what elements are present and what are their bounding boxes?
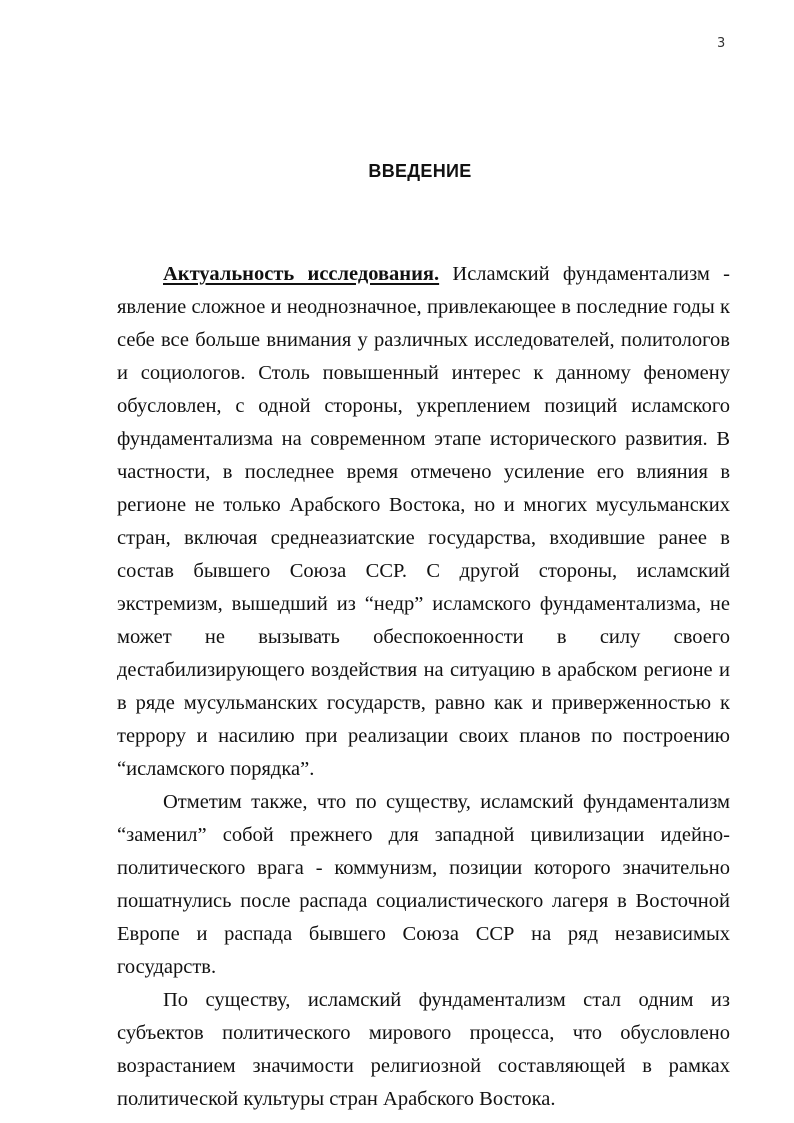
paragraph-ideological-enemy: Отметим также, что по существу, исламский фундаментализм “заменил” собой прежнего для западной цивилизации идейно-политического врага - коммунизм, позиции которого значительно пошатнулись после распада социалистического лагеря в Восточной Европе и распада бывшего Союза ССР на ряд независимых государств. xyxy=(117,791,730,978)
paragraph-political-subject: По существу, исламский фундаментализм стал одним из субъектов политического мирового процесса, что обусловлено возрастанием значимости религиозной составляющей в рамках политической культуры стран Арабского Востока. xyxy=(117,989,730,1110)
paragraph-text: Исламский фундаментализм - явление сложное и неоднозначное, привлекающее в последние годы к себе все больше внимания у различных исследователей, политологов и социологов. Столь повышенный интерес к данному феномену обусловлен, с одной стороны, укреплением позиций исламского фундаментализма на современном этапе исторического развития. В частности, в последнее время отмечено усиление его влияния в регионе не только Арабского Востока, но и многих мусульманских стран, включая среднеазиатские государства, входившие ранее в состав бывшего Союза ССР. С другой стороны, исламский экстремизм, вышедший из “недр” исламского фундаментализма, не может не вызывать обеспокоенности в силу своего дестабилизирующего воздействия на ситуацию в арабском регионе и в ряде мусульманских государств, равно как и приверженностью к террору и насилию при реализации своих планов по построению “исламского порядка”. xyxy=(117,263,730,780)
paragraph-relevance xyxy=(117,258,730,786)
body-text xyxy=(117,258,730,1116)
paragraph-lead-term: Актуальность исследования. xyxy=(163,263,440,285)
page-number: 3 xyxy=(717,36,726,51)
section-heading: ВВЕДЕНИЕ xyxy=(368,161,472,181)
